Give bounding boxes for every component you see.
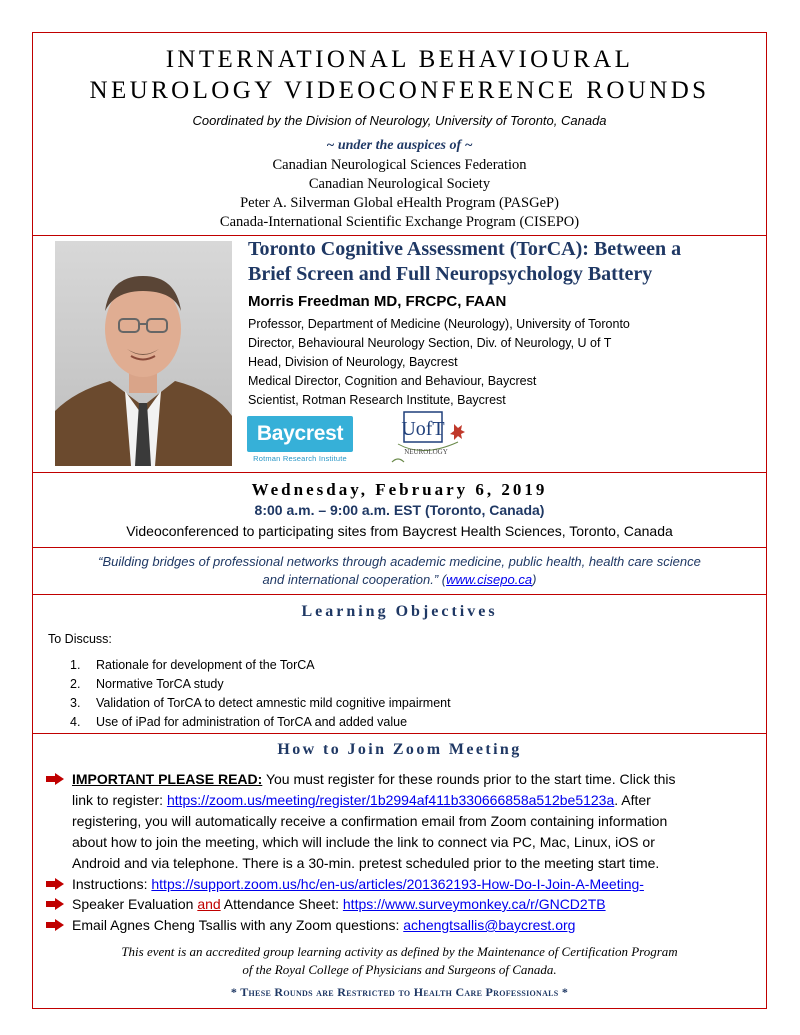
auspices-label: ~ under the auspices of ~ <box>326 138 473 153</box>
bullet-instructions: Instructions: https://support.zoom.us/hc/en-us/articles/201362193-How-Do-I-Join-A-Meeting- <box>46 874 746 895</box>
arrow-bullet-icon <box>46 773 64 785</box>
objectives-list <box>70 656 451 732</box>
main-title-line2: NEUROLOGY VIDEOCONFERENCE ROUNDS <box>89 77 710 104</box>
cisepo-link[interactable]: www.cisepo.ca <box>446 572 533 587</box>
arrow-bullet-icon <box>46 878 64 890</box>
list-item: 4. Use of iPad for administration of TorCA and added value <box>70 715 408 729</box>
list-item: 2. Normative TorCA study <box>70 677 224 691</box>
event-venue: Videoconferenced to participating sites from Baycrest Health Sciences, Toronto, Canada <box>126 523 673 539</box>
coordinated-by: Coordinated by the Division of Neurology, University of Toronto, Canada <box>192 113 607 128</box>
instructions-link[interactable]: https://support.zoom.us/hc/en-us/articles/201362193-How-Do-I-Join-A-Meeting- <box>151 876 644 892</box>
talk-title <box>248 237 758 287</box>
zoom-heading: How to Join Zoom Meeting <box>277 741 522 758</box>
uoft-neurology-logo <box>388 410 468 468</box>
important-label: IMPORTANT PLEASE READ: <box>72 771 263 787</box>
role-item: Professor, Department of Medicine (Neurology), University of Toronto <box>248 317 630 331</box>
mission-quote <box>33 553 766 589</box>
quote-line2: and international cooperation.” (www.cisepo.ca) <box>262 572 537 587</box>
divider <box>33 733 766 734</box>
bullet-important: IMPORTANT PLEASE READ: You must register for these rounds prior to the start time. Click this link to register: https://zoom.us/meeting/register/1b2994af411b330666858a512be5123a. After registering, you will automatically receive a confirmation email from Zoom containing information about how to join the meeting, which will include the link to connect via PC, Mac, Linux, iOS or Android and via telephone. There is a 30-min. pretest scheduled prior to the meeting start time. <box>46 769 746 879</box>
arrow-bullet-icon <box>46 898 64 910</box>
speaker-name: Morris Freedman MD, FRCPC, FAAN <box>248 293 507 310</box>
email-link[interactable]: achengtsallis@baycrest.org <box>403 917 576 933</box>
maple-leaf-icon <box>450 424 465 440</box>
bullet-email: Email Agnes Cheng Tsallis with any Zoom questions: achengtsallis@baycrest.org <box>46 915 746 936</box>
org-item: Canadian Neurological Sciences Federation <box>272 157 527 173</box>
divider <box>33 594 766 595</box>
talk-title-line2: Brief Screen and Full Neuropsychology Battery <box>248 263 653 285</box>
event-date: Wednesday, February 6, 2019 <box>251 480 548 499</box>
role-item: Director, Behavioural Neurology Section, Div. of Neurology, U of T <box>248 336 612 350</box>
register-link[interactable]: https://zoom.us/meeting/register/1b2994af411b330666858a512be5123a <box>166 792 615 808</box>
org-item: Peter A. Silverman Global eHealth Program (PASGeP) <box>240 195 559 211</box>
org-list <box>33 156 766 232</box>
role-item: Scientist, Rotman Research Institute, Baycrest <box>248 393 506 407</box>
org-item: Canada-International Scientific Exchange Program (CISEPO) <box>219 214 580 230</box>
baycrest-logo-text: Baycrest <box>247 416 353 452</box>
org-item: Canadian Neurological Society <box>308 176 491 192</box>
divider <box>33 472 766 473</box>
divider <box>33 235 766 236</box>
bullet-evaluation: Speaker Evaluation and Attendance Sheet: https://www.surveymonkey.ca/r/GNCD2TB <box>46 894 746 915</box>
list-item: 3. Validation of TorCA to detect amnestic mild cognitive impairment <box>70 696 451 710</box>
baycrest-logo-subtitle: Rotman Research Institute <box>253 454 347 463</box>
talk-title-line1: Toronto Cognitive Assessment (TorCA): Between a <box>248 238 682 260</box>
speaker-photo <box>55 241 232 466</box>
speaker-roles <box>248 315 630 410</box>
restriction-note: * These Rounds are Restricted to Health Care Professionals * <box>230 985 569 999</box>
quote-line1: “Building bridges of professional networks through academic medicine, public health, health care science <box>98 554 701 569</box>
main-title-line1: INTERNATIONAL BEHAVIOURAL <box>165 46 634 73</box>
objectives-intro: To Discuss: <box>48 632 112 646</box>
baycrest-logo <box>247 416 353 468</box>
accreditation-note: This event is an accredited group learning activity as defined by the Maintenance of Certification Program of the Royal College of Physicians and Surgeons of Canada. <box>121 944 678 977</box>
event-time: 8:00 a.m. – 9:00 a.m. EST (Toronto, Canada) <box>254 502 545 518</box>
and-emphasis: and <box>197 896 221 912</box>
objectives-heading: Learning Objectives <box>301 603 498 620</box>
uoft-logo-text: UofT <box>401 418 445 440</box>
uoft-logo-subtitle: NEUROLOGY <box>404 448 448 456</box>
list-item: 1. Rationale for development of the TorCA <box>70 658 315 672</box>
survey-link[interactable]: https://www.surveymonkey.ca/r/GNCD2TB <box>342 896 606 912</box>
role-item: Head, Division of Neurology, Baycrest <box>248 355 458 369</box>
role-item: Medical Director, Cognition and Behaviour, Baycrest <box>248 374 537 388</box>
arrow-bullet-icon <box>46 919 64 931</box>
divider <box>33 547 766 548</box>
